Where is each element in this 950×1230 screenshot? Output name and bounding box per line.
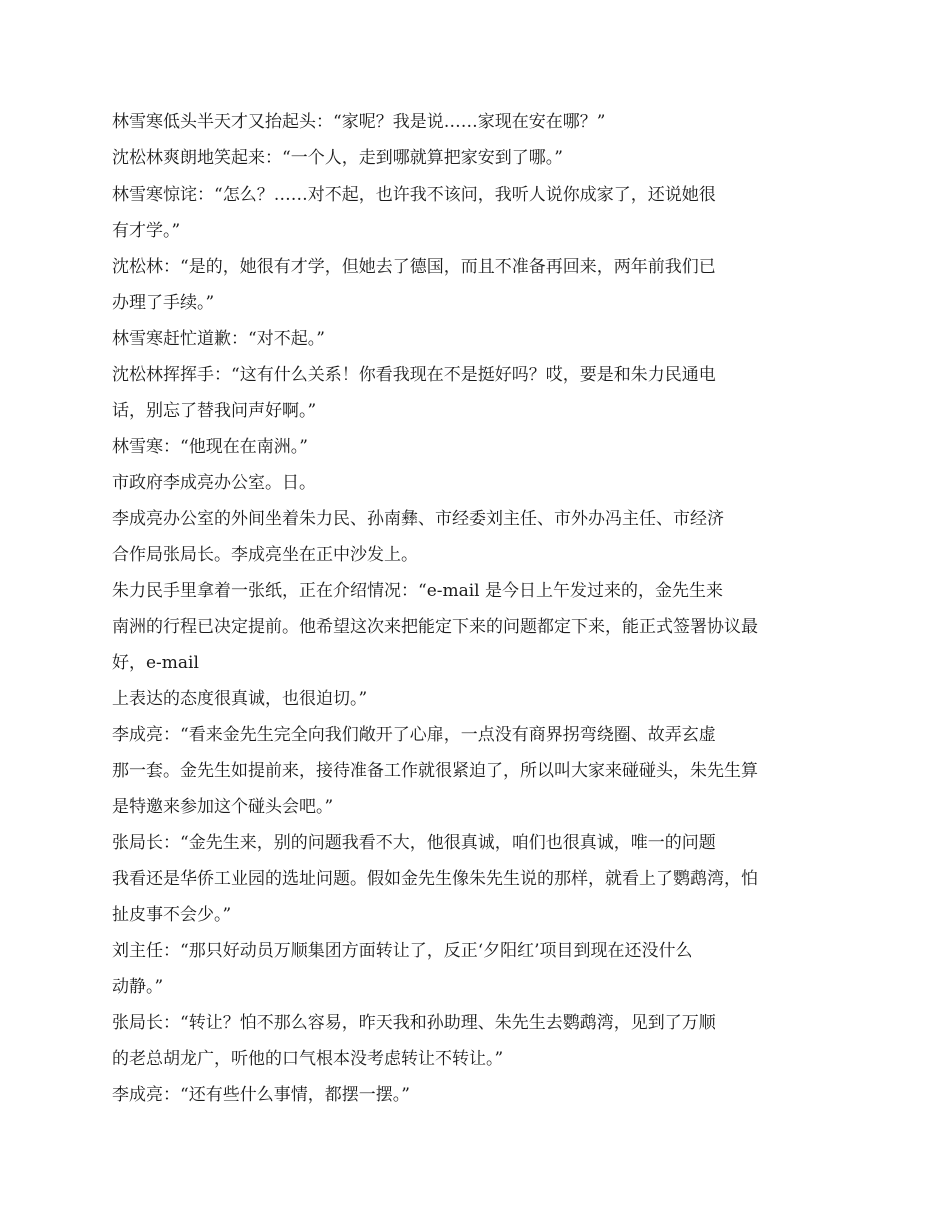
text-line: 张局长：“转让？怕不那么容易，昨天我和孙助理、朱先生去鹦鹉湾，见到了万顺 bbox=[112, 1013, 716, 1033]
text-line: 合作局张局长。李成亮坐在正中沙发上。 bbox=[112, 545, 418, 565]
text-line: 南洲的行程已决定提前。他希望这次来把能定下来的问题都定下来，能正式签署协议最 bbox=[112, 617, 758, 637]
text-line: 上表达的态度很真诚，也很迫切。” bbox=[112, 689, 368, 709]
text-line: 李成亮办公室的外间坐着朱力民、孙南彝、市经委刘主任、市外办冯主任、市经济 bbox=[112, 509, 724, 529]
text-line: 李成亮：“看来金先生完全向我们敞开了心扉，一点没有商界拐弯绕圈、故弄玄虚 bbox=[112, 725, 716, 745]
text-line: 是特邀来参加这个碰头会吧。” bbox=[112, 797, 334, 817]
text-line: 那一套。金先生如提前来，接待准备工作就很紧迫了，所以叫大家来碰碰头，朱先生算 bbox=[112, 761, 758, 781]
text-line: 我看还是华侨工业园的选址问题。假如金先生像朱先生说的那样，就看上了鹦鹉湾，怕 bbox=[112, 869, 758, 889]
text-line: 办理了手续。” bbox=[112, 293, 215, 313]
text-line: 林雪寒：“他现在在南洲。” bbox=[112, 437, 308, 457]
text-line: 李成亮：“还有些什么事情，都摆一摆。” bbox=[112, 1085, 410, 1105]
text-line: 张局长：“金先生来，别的问题我看不大，他很真诚，咱们也很真诚，唯一的问题 bbox=[112, 833, 716, 853]
text-line: 沈松林爽朗地笑起来：“一个人，走到哪就算把家安到了哪。” bbox=[112, 148, 563, 168]
text-line: 沈松林：“是的，她很有才学，但她去了德国，而且不准备再回来，两年前我们已 bbox=[112, 257, 716, 277]
text-line: 话，别忘了替我问声好啊。” bbox=[112, 401, 317, 421]
text-line: 朱力民手里拿着一张纸，正在介绍情况：“e-mail 是今日上午发过来的，金先生来 bbox=[112, 581, 724, 601]
text-line: 扯皮事不会少。” bbox=[112, 905, 232, 925]
text-line: 沈松林挥挥手：“这有什么关系！你看我现在不是挺好吗？哎，要是和朱力民通电 bbox=[112, 365, 716, 385]
text-line: 刘主任：“那只好动员万顺集团方面转让了，反正‘夕阳红’项目到现在还没什么 bbox=[112, 941, 693, 961]
text-line: 好，e-mail bbox=[112, 653, 199, 673]
text-line: 有才学。” bbox=[112, 221, 181, 241]
text-line: 林雪寒惊诧：“怎么？……对不起，也许我不该问，我听人说你成家了，还说她很 bbox=[112, 185, 716, 205]
text-line: 市政府李成亮办公室。日。 bbox=[112, 473, 316, 493]
text-line: 林雪寒低头半天才又抬起头：“家呢？我是说……家现在安在哪？” bbox=[112, 112, 606, 132]
text-line: 林雪寒赶忙道歉：“对不起。” bbox=[112, 329, 325, 349]
text-line: 动静。” bbox=[112, 977, 164, 997]
text-line: 的老总胡龙广，听他的口气根本没考虑转让不转让。” bbox=[112, 1049, 504, 1069]
